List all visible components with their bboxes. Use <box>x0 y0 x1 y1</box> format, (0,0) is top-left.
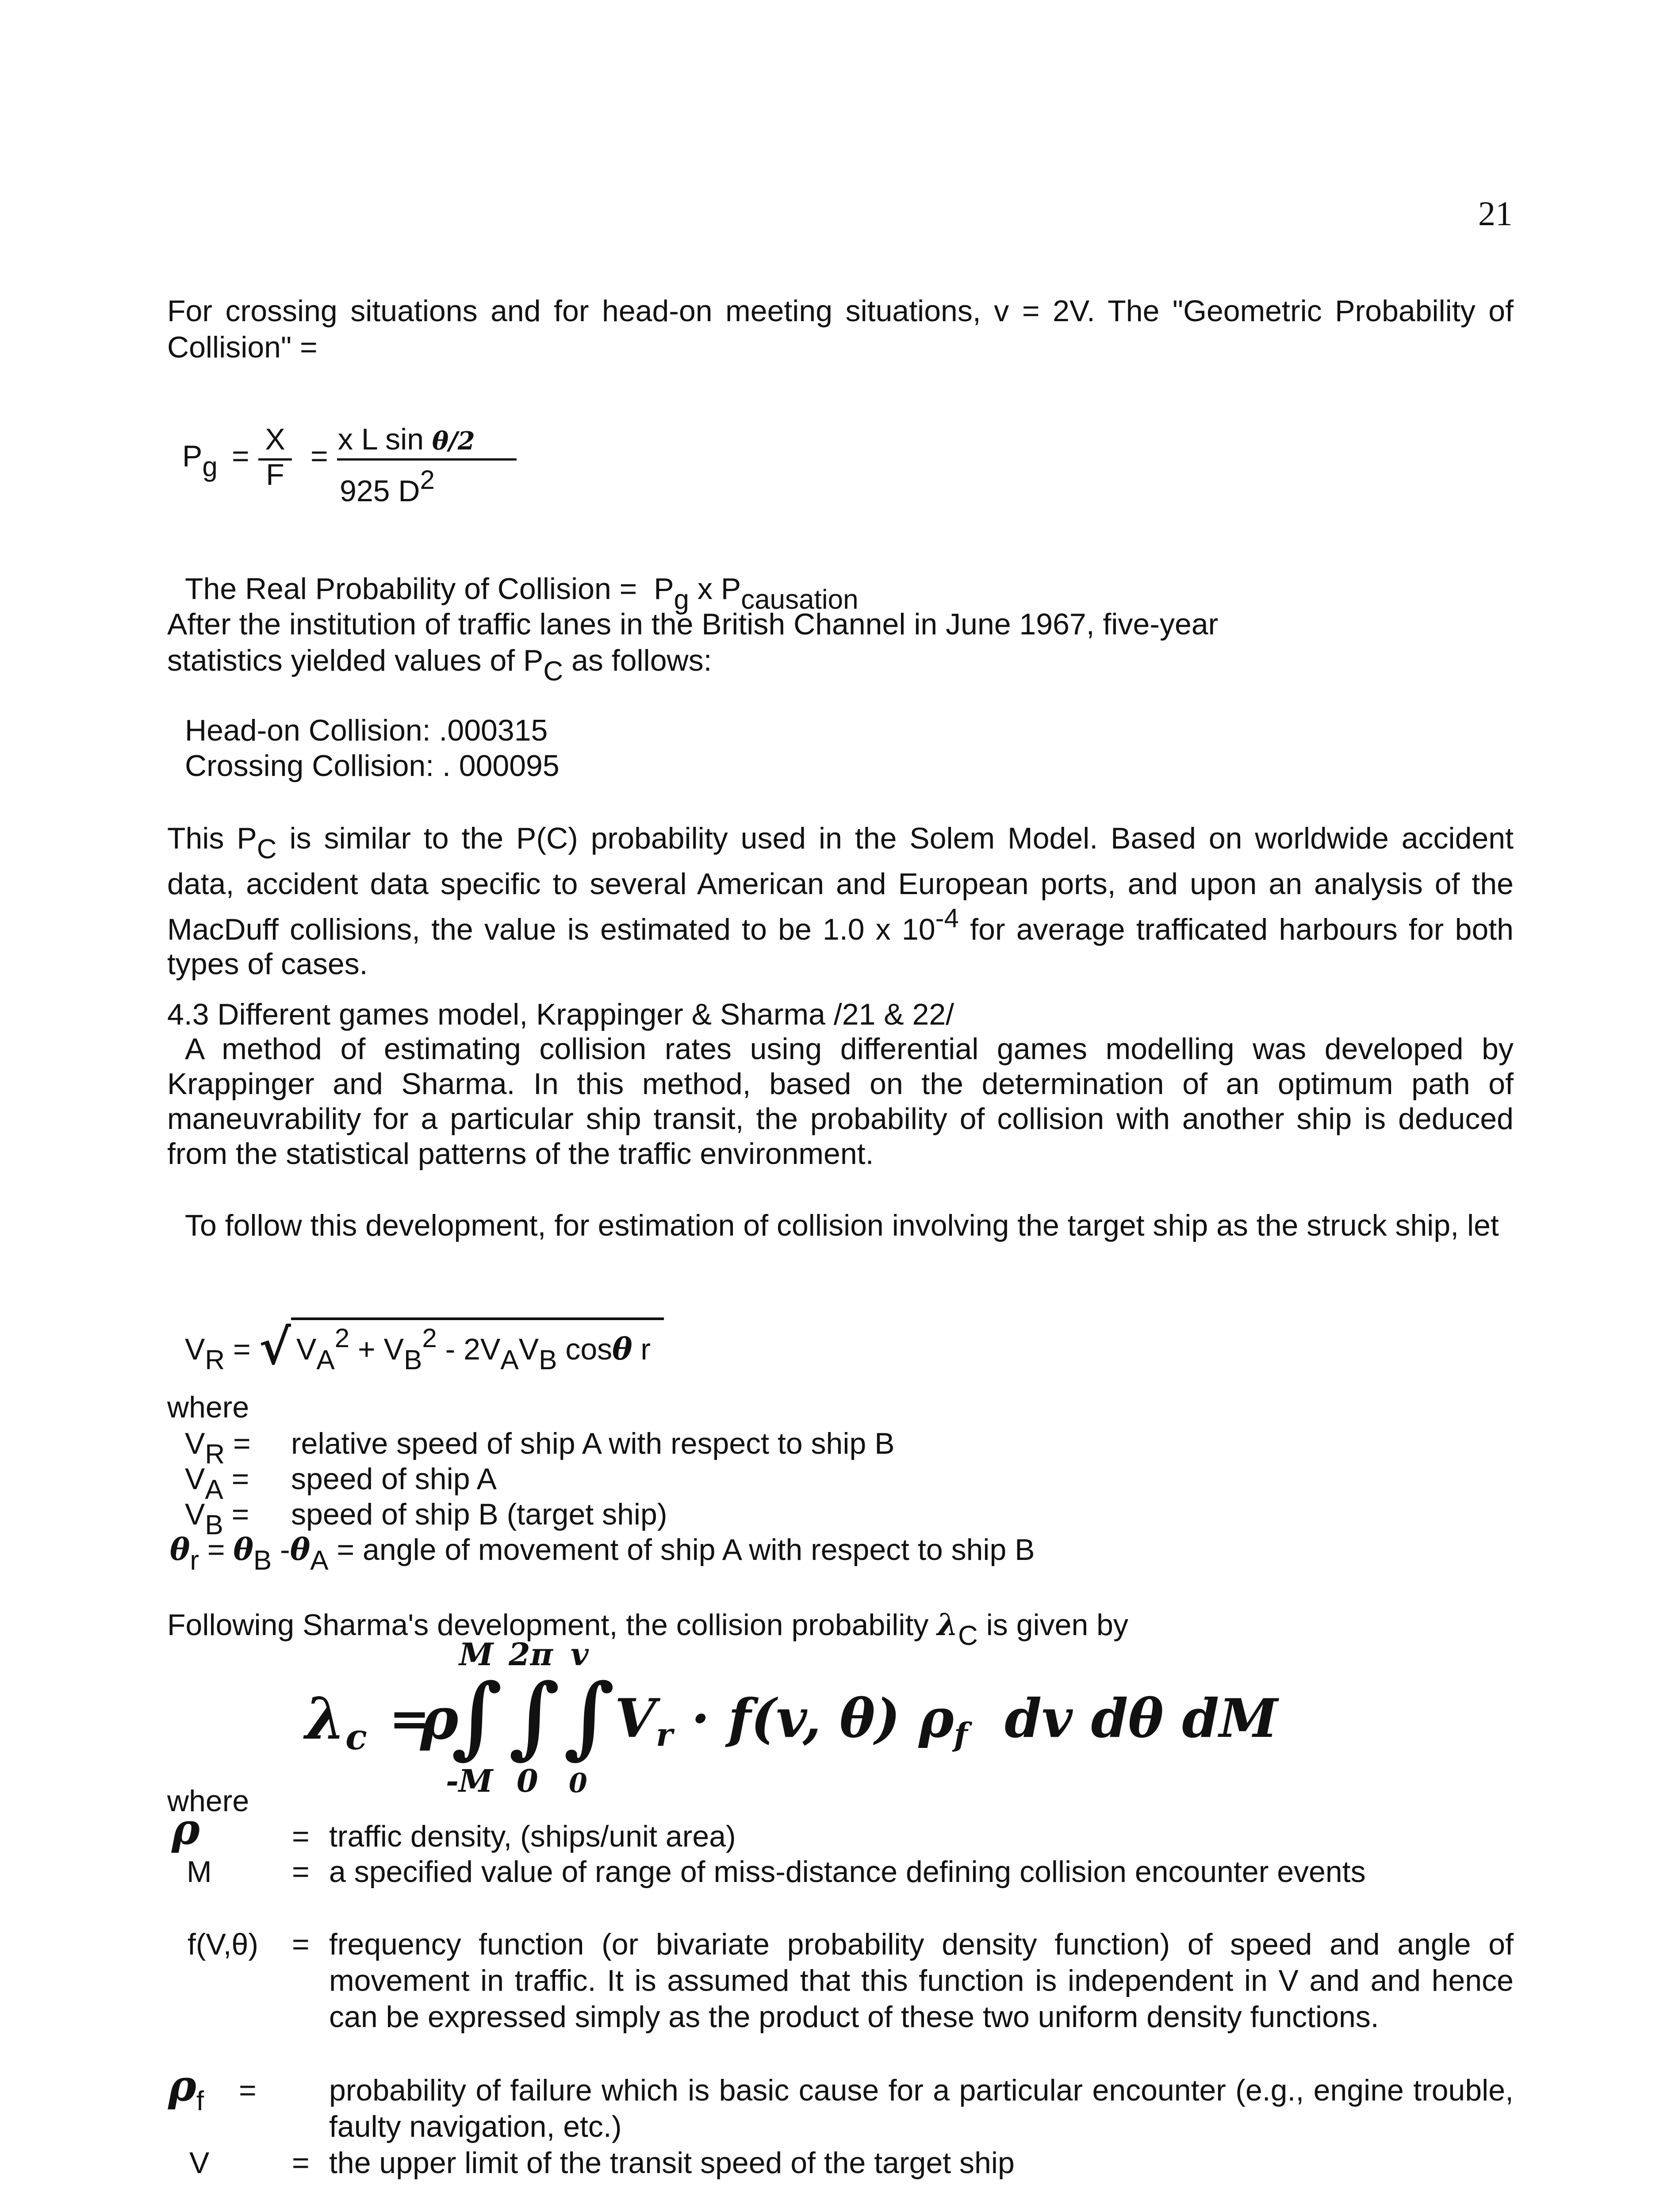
def-text-v: the upper limit of the transit speed of the target ship <box>329 2146 1015 2180</box>
integral-1-upper: M <box>459 1636 494 1673</box>
integral-1-lower: -M <box>446 1763 493 1799</box>
where-label-1: where <box>167 1390 249 1424</box>
def-text-vr: relative speed of ship A with respect to ship B <box>291 1427 895 1460</box>
def-row-m <box>167 1854 1514 1926</box>
pg-lhs: Pg <box>182 439 218 482</box>
def-row-theta: θr = θB -θA = angle of movement of ship A with respect to ship B <box>170 1532 1035 1576</box>
lambda-handwritten: λ <box>937 1607 958 1643</box>
def-text-va: speed of ship A <box>291 1462 497 1496</box>
pg-fraction-bar-2 <box>337 458 517 461</box>
def-sym-m: M <box>187 1855 212 1889</box>
def-row-rho <box>167 1804 1514 1855</box>
rho-handwritten: ρ <box>172 1804 200 1854</box>
def-row-vb: VB = <box>185 1498 249 1540</box>
integral-3-lower: 0 <box>569 1768 587 1799</box>
pg-denominator-1: F <box>266 458 284 492</box>
integral-sign-3: ∫ <box>563 1664 615 1768</box>
def-eq-rho: = <box>292 1820 310 1853</box>
def-sym-f: f(V,θ) <box>188 1928 259 1961</box>
pg-equals-2: = <box>310 439 328 473</box>
after-institution-paragraph: After the institution of traffic lanes in the British Channel in June 1967, five-year statistics yielded values of PC as follows: <box>167 607 1219 687</box>
def-text-vb: speed of ship B (target ship) <box>291 1498 667 1531</box>
def-sym-pf: ρf <box>168 2061 204 2116</box>
pg-denominator-2: 925 D2 <box>340 465 435 508</box>
def-row-vr: VR = <box>185 1427 251 1470</box>
crossing-collision-value: Crossing Collision: . 000095 <box>185 749 560 783</box>
integral-equals: = <box>389 1690 430 1747</box>
head-on-collision-value: Head-on Collision: .000315 <box>185 714 548 747</box>
pg-equals-1: = <box>232 439 249 473</box>
integral-2-lower: 0 <box>517 1763 538 1799</box>
pg-numerator-2: x L sin θ/2 <box>338 422 475 456</box>
integrand: Vr · f(v, θ) ρf dv dθ dM <box>615 1687 1278 1753</box>
following-sharma-line: Following Sharma's development, the collision probability λC is given by <box>167 1607 1128 1651</box>
def-row-v <box>167 2145 1514 2181</box>
pg-theta-half-handwritten: θ/2 <box>432 426 475 456</box>
page-number: 21 <box>1478 194 1513 233</box>
integral-sign-2: ∫ <box>509 1664 560 1768</box>
def-text-pf: probability of failure which is basic cause for a particular encounter (e.g., engine trouble, faulty navigation, etc.) <box>329 2074 1514 2143</box>
def-text-rho: traffic density, (ships/unit area) <box>329 1820 736 1853</box>
def-eq-pf: = <box>239 2074 257 2107</box>
section-paragraph-2: To follow this development, for estimation of collision involving the target ship as the struck ship, let <box>185 1209 1499 1242</box>
integral-sign-1: ∫ <box>451 1664 502 1768</box>
def-row-va: VA = <box>185 1462 249 1505</box>
def-row-pf <box>167 2061 1514 2145</box>
def-text-m: a specified value of range of miss-distance defining collision encounter events <box>329 1855 1366 1889</box>
radicand: VA2 + VB2 - 2VAVB cosθ r <box>291 1317 664 1379</box>
intro-paragraph: For crossing situations and for head-on meeting situations, v = 2V. The "Geometric Probability of Collision" = <box>167 294 1514 364</box>
real-probability-line: The Real Probability of Collision = Pg x Pcausation <box>185 572 858 615</box>
pg-numerator-1: X <box>265 422 285 456</box>
section-heading: 4.3 Different games model, Krappinger & Sharma /21 & 22/ <box>167 998 954 1031</box>
integral-lhs: λc <box>305 1685 367 1758</box>
def-text-f: frequency function (or bivariate probability density function) of speed and angle of movement in traffic. It is assumed that this function is independent in V and and hence can be expressed simply as the product of these two uniform density functions. <box>329 1928 1514 2034</box>
where-label-2: where <box>167 1784 249 1818</box>
radical-sign: √ <box>259 1318 291 1375</box>
pc-paragraph: This PC is similar to the P(C) probability used in the Solem Model. Based on worldwide accident data, accident data specific to several American and European ports, and upon an analysis of the MacDuff collisions, the value is estimated to be 1.0 x 10-4 for average trafficated harbours for both types of cases. <box>167 822 1514 981</box>
def-eq-f: = <box>292 1928 310 1961</box>
def-row-f <box>167 1926 1514 2071</box>
integral-rho: ρ <box>420 1685 459 1752</box>
def-eq-m: = <box>292 1855 310 1889</box>
theta-handwritten: θ <box>612 1332 632 1367</box>
integral-2-upper: 2π <box>509 1636 553 1673</box>
section-paragraph-1: A method of estimating collision rates using differential games modelling was developed by Krappinger and Sharma. In this method, based on the determination of an optimum path of maneuvrability for a particular ship transit, the probability of collision with another ship is deduced from the statistical patterns of the traffic environment. <box>167 1032 1514 1171</box>
def-eq-v: = <box>292 2146 310 2180</box>
def-sym-v: V <box>189 2146 210 2180</box>
integral-3-upper: v <box>571 1636 589 1673</box>
integral-formula <box>305 1636 1278 1799</box>
vr-formula: VR = √ VA2 + VB2 - 2VAVB cosθ r <box>185 1317 664 1379</box>
